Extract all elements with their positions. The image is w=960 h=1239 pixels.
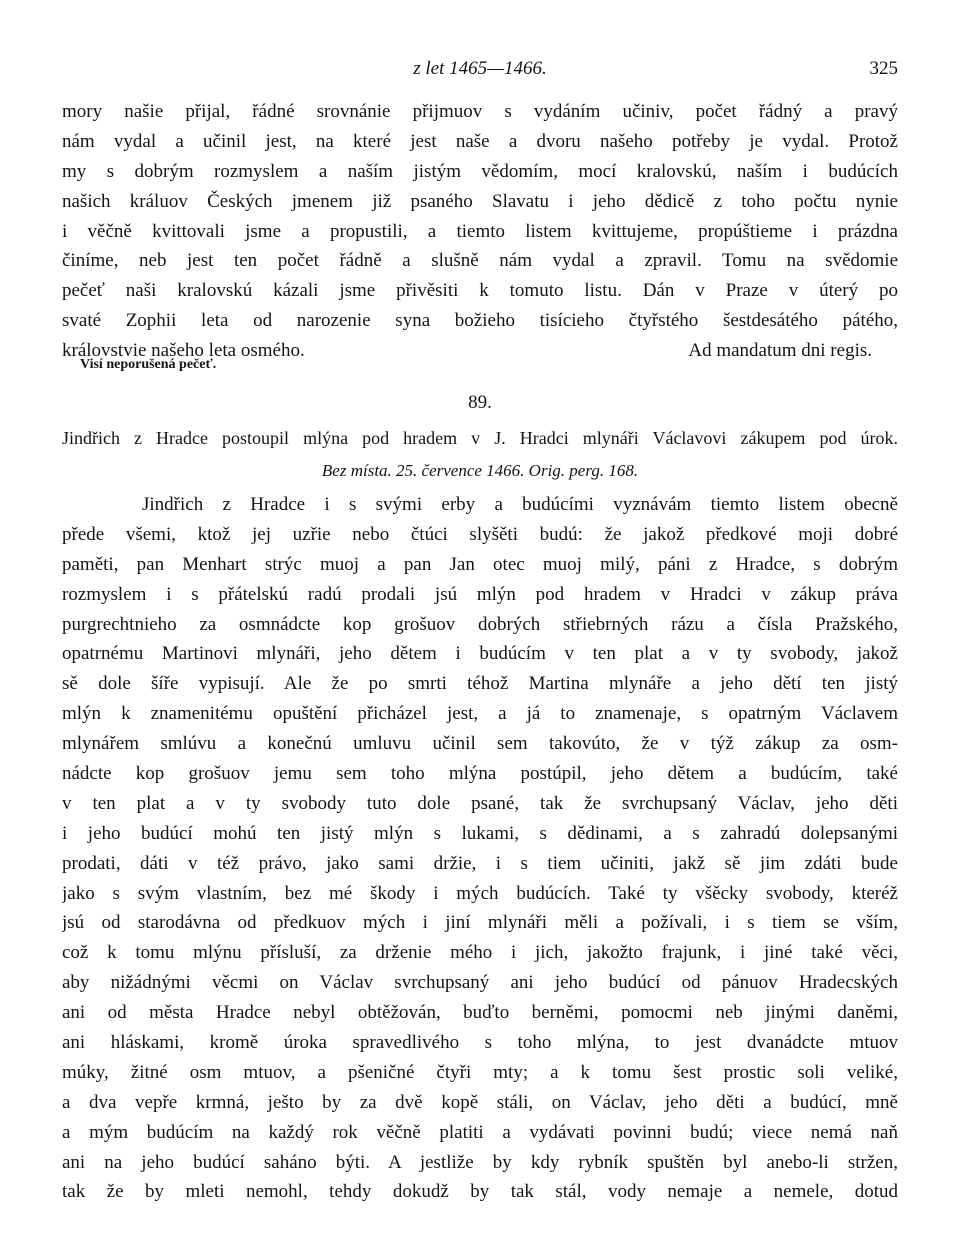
text-line: opatrnému Martinovi mlynáři, jeho dětem i budúcím v ten plat a v ty svobody, jakož (62, 643, 898, 665)
top-paragraph (62, 97, 898, 366)
text-line: i jeho budúcí mohú ten jistý mlýn s lukami, s dědinami, a s zahradú dolepsanými (62, 822, 898, 844)
seal-note: Visí neporušená pečeť. (80, 357, 217, 372)
text-line: paměti, pan Menhart strýc muoj a pan Jan otec muoj milý, páni z Hradce, s dobrým (62, 553, 898, 575)
page-number: 325 (869, 58, 898, 79)
text-line: my s dobrým rozmyslem a naším jistým vědomím, mocí kralovskú, naším i budúcích (62, 160, 898, 182)
text-line: prodati, dáti v též právo, jako sami držie, i s tiem učiniti, jakž sě jim zdáti bude (62, 852, 898, 874)
text-line: ani na jeho budúcí saháno býti. A jestliže by kdy rybník spuštěn byl anebo-li stržen, (62, 1151, 898, 1173)
text-line: múky, žitné osm mtuov, a pšeničné čtyři mty; a k tomu šest prostic soli veliké, (62, 1061, 898, 1083)
text-line: pečeť naši kralovskú kázali jsme přivěsiti k tomuto listu. Dán v Praze v úterý po (62, 280, 898, 302)
dating-line: Bez místa. 25. července 1466. Orig. perg. 168. (321, 461, 639, 480)
text-line: ani od města Hradce nebyl obtěžován, buďto berněmi, pomocmi neb jinými daněmi, (62, 1002, 898, 1024)
regest: Jindřich z Hradce postoupil mlýna pod hradem v J. Hradci mlynáři Václavovi zákupem pod úrok. (62, 428, 898, 448)
mandate-note: Ad mandatum dni regis. (688, 340, 872, 362)
text-line: rozmyslem i s přátelskú radú prodali jsú mlýn pod hradem v Hradci v zákup práva (62, 583, 898, 605)
document-number: 89. (468, 392, 492, 413)
text-line: mlynářem smlúvu a konečnú umluvu učinil sem takovúto, že v týž zákup za osm- (62, 733, 898, 755)
text-line: a dva vepře krmná, ješto by za dvě kopě stáli, on Václav, jeho děti a budúcí, mně (62, 1091, 898, 1113)
closing-line-left: královstvie našeho leta osmého. (62, 340, 305, 362)
running-head (62, 58, 898, 84)
text-line: sě dole šíře vypisují. Ale že po smrti téhož Martina mlynáře a jeho dětí ten jistý (62, 673, 898, 695)
text-line: mory našie přijal, řádné srovnánie přijmuov s vydáním učiniv, počet řádný a pravý (62, 101, 898, 122)
text-line: a mým budúcím na každý rok věčně platiti a vydávati povinni budú; viece nemá naň (62, 1121, 898, 1143)
text-line: což k tomu mlýnu přísluší, za drženie mého i jich, jakožto frajunk, i jiné také věci, (62, 942, 898, 964)
text-line: nám vydal a učinil jest, na které jest naše a dvoru našeho potřeby je vydal. Protož (62, 130, 898, 152)
text-line: mlýn k znamenitému opuštění přicházel jest, a já to znamenaje, s opatrným Václavem (62, 703, 898, 725)
running-title: z let 1465—1466. (413, 58, 547, 79)
text-line: v ten plat a v ty svobody tuto dole psané, tak že svrchupsaný Václav, jeho děti (62, 792, 898, 814)
main-text (62, 490, 898, 1207)
text-line: purgrechtnieho za osmnádcte kop grošuov dobrých střiebrných rázu a čísla Pražského, (62, 613, 898, 635)
text-line: jako s svým vlastním, bez mé škody i mých budúcích. Také ty všěcky svobody, kteréž (62, 882, 898, 904)
text-line: přede všemi, ktož jej uzřie nebo čtúci slyšěti budú: že jakož předkové moji dobré (62, 523, 898, 545)
text-line: svaté Zophii leta od narozenie syna božieho tisícieho čtyřstého šestdesátého pátého, (62, 310, 898, 332)
text-line: i věčně kvittovali jsme a propustili, a tiemto listem kvittujeme, propúštieme i prázdna (62, 220, 898, 242)
text-line: činíme, neb jest ten počet řádně a slušně nám vydal a zpravil. Tomu na svědomie (62, 250, 898, 272)
text-line: Jindřich z Hradce i s svými erby a budúcími vyznávám tiemto listem obecně (142, 494, 898, 515)
text-line: aby nižádnými věcmi on Václav svrchupsaný ani jeho budúcí od pánuov Hradecských (62, 972, 898, 994)
text-line: ani hláskami, kromě úroka spravedlivého s toho mlýna, to jest dvanádcte mtuov (62, 1032, 898, 1054)
text-line: našich králuov Českých jmenem již psaného Slavatu i jeho dědicě z toho počtu nynie (62, 190, 898, 212)
text-line: jsú od starodávna od předkuov mých i jiní mlynáři měli a požívali, i s tiem se vším, (62, 912, 898, 934)
text-line: tak že by mleti nemohl, tehdy dokudž by tak stál, vody nemaje a nemele, dotud (62, 1181, 898, 1203)
text-line: nádcte kop grošuov jemu sem toho mlýna postúpil, jeho dětem a budúcím, také (62, 763, 898, 785)
